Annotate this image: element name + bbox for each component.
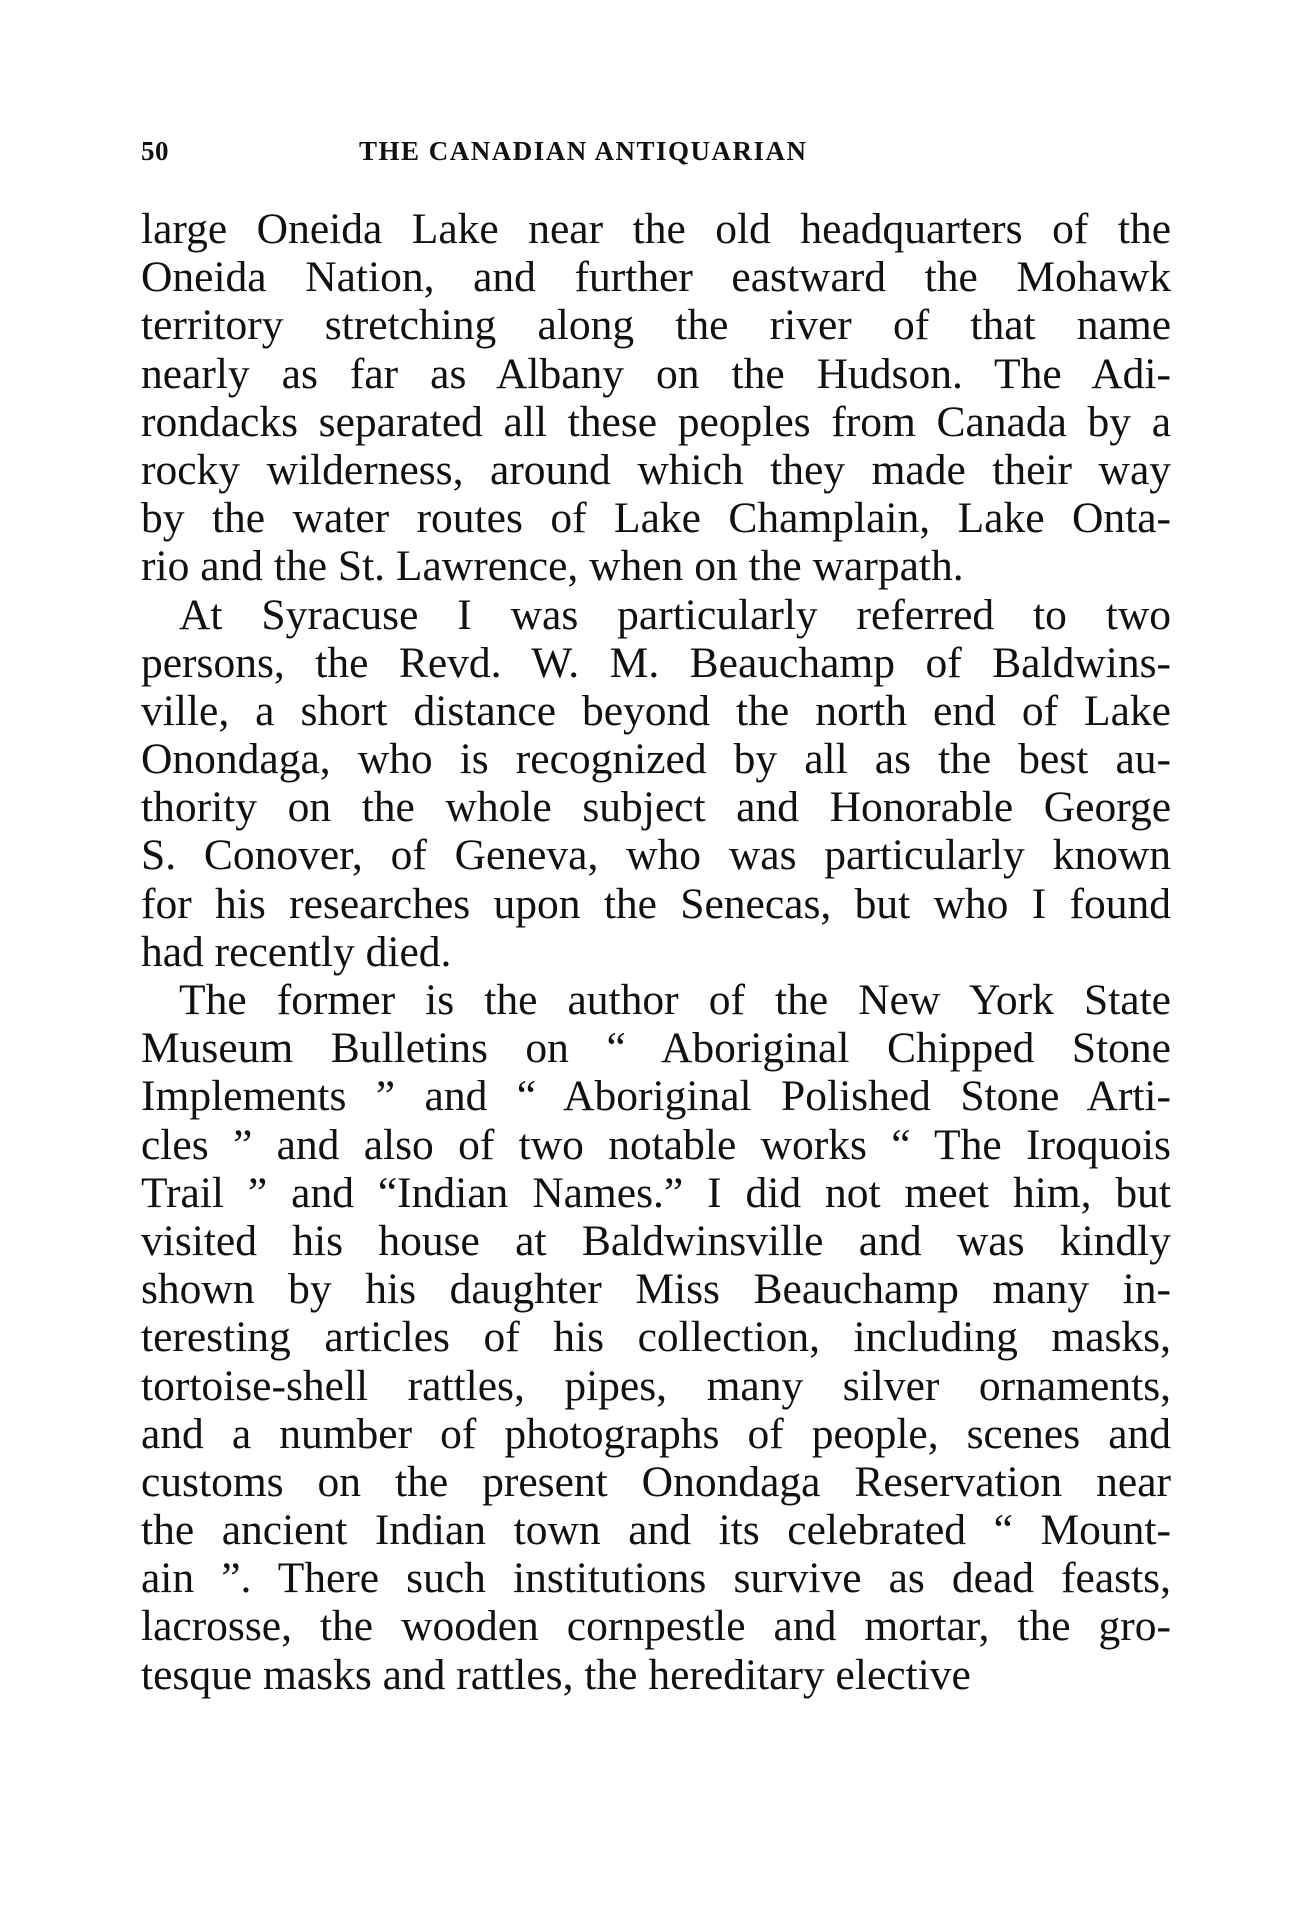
- text-line: rocky wilderness, around which they made their way: [141, 445, 1171, 494]
- text-line: S. Conover, of Geneva, who was particularly known: [141, 831, 1171, 880]
- text-line: Implements ” and “ Aboriginal Polished Stone Arti-: [141, 1072, 1171, 1121]
- body-text: [141, 205, 1171, 1699]
- paragraph: [141, 591, 1171, 977]
- running-head: [141, 130, 1171, 180]
- text-line: tesque masks and rattles, the hereditary elective: [141, 1650, 971, 1699]
- paragraph: [141, 976, 1171, 1699]
- text-line: tortoise-shell rattles, pipes, many silver ornaments,: [141, 1361, 1171, 1410]
- text-line: Trail ” and “Indian Names.” I did not meet him, but: [141, 1168, 1171, 1217]
- text-line: the ancient Indian town and its celebrated “ Mount-: [141, 1506, 1171, 1555]
- paragraph: [141, 205, 1171, 591]
- text-line: lacrosse, the wooden cornpestle and mortar, the gro-: [141, 1602, 1171, 1651]
- text-line: ain ”. There such institutions survive as dead feasts,: [141, 1554, 1171, 1603]
- page-number: 50: [141, 136, 169, 166]
- text-line: rondacks separated all these peoples from Canada by a: [141, 397, 1171, 446]
- text-line: Oneida Nation, and further eastward the Mohawk: [141, 253, 1171, 302]
- text-line: had recently died.: [141, 927, 452, 976]
- text-line: large Oneida Lake near the old headquarters of the: [141, 205, 1171, 253]
- text-line: At Syracuse I was particularly referred to two: [179, 590, 1171, 639]
- text-line: cles ” and also of two notable works “ The Iroquois: [141, 1120, 1171, 1169]
- text-line: persons, the Revd. W. M. Beauchamp of Baldwins-: [141, 638, 1171, 687]
- text-line: Onondaga, who is recognized by all as the best au-: [141, 735, 1171, 784]
- text-line: shown by his daughter Miss Beauchamp many in-: [141, 1265, 1171, 1314]
- text-line: Museum Bulletins on “ Aboriginal Chipped Stone: [141, 1024, 1171, 1073]
- text-line: teresting articles of his collection, including masks,: [141, 1313, 1171, 1362]
- text-line: for his researches upon the Senecas, but who I found: [141, 879, 1171, 928]
- text-line: ville, a short distance beyond the north end of Lake: [141, 686, 1171, 735]
- text-line: by the water routes of Lake Champlain, Lake Onta-: [141, 494, 1171, 543]
- text-line: customs on the present Onondaga Reservation near: [141, 1457, 1171, 1506]
- text-line: territory stretching along the river of that name: [141, 301, 1171, 350]
- text-line: The former is the author of the New York State: [179, 976, 1171, 1024]
- text-line: visited his house at Baldwinsville and was kindly: [141, 1216, 1171, 1265]
- text-line: nearly as far as Albany on the Hudson. The Adi-: [141, 349, 1171, 398]
- text-line: and a number of photographs of people, scenes and: [141, 1409, 1171, 1458]
- running-title: THE CANADIAN ANTIQUARIAN: [359, 136, 808, 166]
- text-line: rio and the St. Lawrence, when on the warpath.: [141, 542, 964, 591]
- text-line: thority on the whole subject and Honorable George: [141, 783, 1171, 832]
